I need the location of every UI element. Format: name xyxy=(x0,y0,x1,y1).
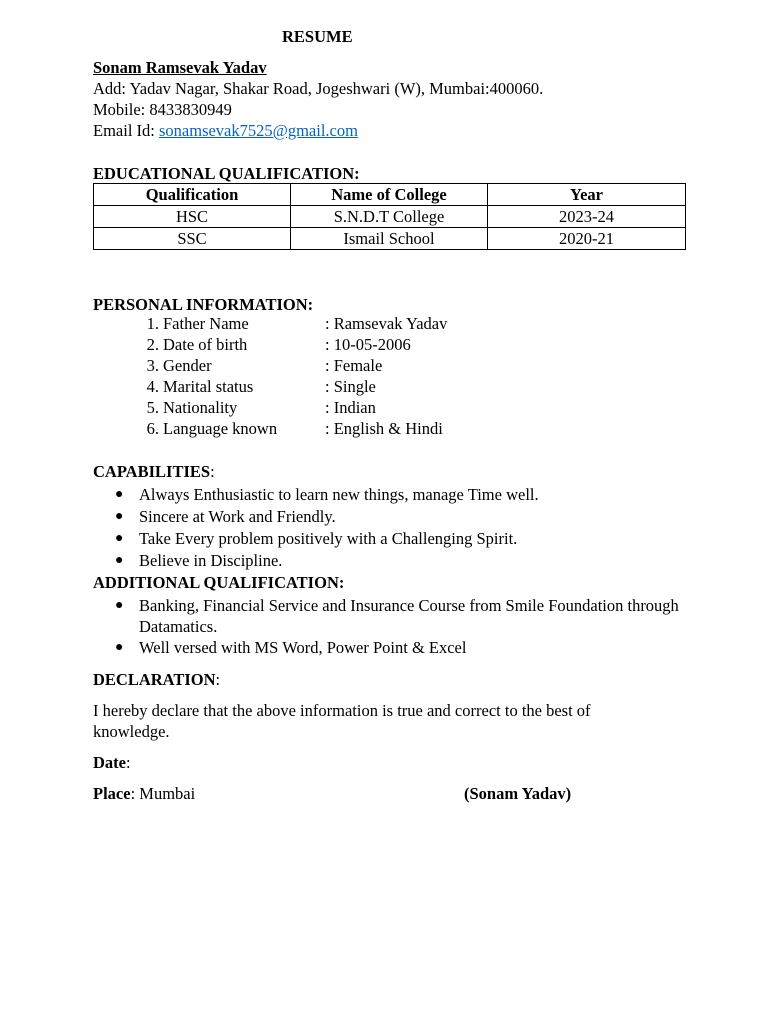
bullet-icon: ● xyxy=(115,531,124,546)
bullet-icon: ● xyxy=(115,640,124,655)
place-value: : Mumbai xyxy=(130,784,196,803)
list-item-text: Take Every problem positively with a Challenging Spirit. xyxy=(139,529,518,548)
declaration-heading-text: DECLARATION xyxy=(93,670,216,689)
table-header-cell: Year xyxy=(488,184,686,206)
table-cell: 2020-21 xyxy=(488,228,686,250)
list-item xyxy=(139,376,639,397)
list-number: 5. xyxy=(146,398,159,417)
education-table xyxy=(93,183,686,250)
field-label: Marital status xyxy=(163,377,254,396)
date-colon: : xyxy=(125,753,131,772)
heading-colon: : xyxy=(215,670,221,689)
field-label: Nationality xyxy=(163,398,238,417)
capabilities-heading xyxy=(93,461,215,482)
personal-heading: PERSONAL INFORMATION: xyxy=(93,295,314,314)
address-line: Add: Yadav Nagar, Shakar Road, Jogeshwari (W), Mumbai:400060. xyxy=(93,79,544,98)
date-label: Date xyxy=(93,753,126,772)
table-row xyxy=(94,206,686,228)
list-number: 3. xyxy=(146,356,159,375)
table-header-row xyxy=(94,184,686,206)
candidate-name: Sonam Ramsevak Yadav xyxy=(93,58,267,77)
email-label: Email Id: xyxy=(93,121,159,140)
list-item-text: Sincere at Work and Friendly. xyxy=(139,507,336,526)
bullet-icon: ● xyxy=(115,553,124,568)
list-item xyxy=(139,334,639,355)
field-value: : Ramsevak Yadav xyxy=(325,314,448,333)
education-heading: EDUCATIONAL QUALIFICATION: xyxy=(93,164,360,183)
bullet-icon: ● xyxy=(115,509,124,524)
table-cell: S.N.D.T College xyxy=(291,206,488,228)
field-label: Date of birth xyxy=(163,335,248,354)
bullet-icon: ● xyxy=(115,598,124,613)
list-number: 4. xyxy=(146,377,159,396)
table-cell: Ismail School xyxy=(291,228,488,250)
capabilities-heading-text: CAPABILITIES xyxy=(93,462,211,481)
table-header-cell: Qualification xyxy=(94,184,291,206)
list-item xyxy=(139,397,639,418)
place-line xyxy=(93,783,195,804)
table-cell: HSC xyxy=(94,206,291,228)
table-cell: SSC xyxy=(94,228,291,250)
signature-name: (Sonam Yadav) xyxy=(464,784,572,803)
declaration-text: I hereby declare that the above information is true and correct to the best of knowledge. xyxy=(93,701,591,741)
list-item xyxy=(139,313,639,334)
field-label: Gender xyxy=(163,356,212,375)
resume-title: RESUME xyxy=(282,27,353,46)
field-value: : Indian xyxy=(325,398,376,417)
field-label: Language known xyxy=(163,419,278,438)
table-cell: 2023-24 xyxy=(488,206,686,228)
field-value: : 10-05-2006 xyxy=(325,335,411,354)
field-label: Father Name xyxy=(163,314,249,333)
list-item-text: Believe in Discipline. xyxy=(139,551,283,570)
mobile-line: Mobile: 8433830949 xyxy=(93,100,232,119)
place-label: Place xyxy=(93,784,131,803)
list-item xyxy=(139,418,639,439)
table-row xyxy=(94,228,686,250)
date-line xyxy=(93,752,131,773)
list-item-text: Banking, Financial Service and Insurance Course from Smile Foundation through Datamatics. xyxy=(139,596,679,636)
field-value: : Single xyxy=(325,377,376,396)
list-item xyxy=(139,355,639,376)
field-value: : English & Hindi xyxy=(325,419,443,438)
additional-heading: ADDITIONAL QUALIFICATION: xyxy=(93,573,345,592)
list-number: 6. xyxy=(146,419,159,438)
table-header-cell: Name of College xyxy=(291,184,488,206)
heading-colon: : xyxy=(210,462,215,481)
list-number: 2. xyxy=(146,335,159,354)
email-link[interactable]: sonamsevak7525@gmail.com xyxy=(158,121,358,140)
list-number: 1. xyxy=(146,314,159,333)
field-value: : Female xyxy=(325,356,383,375)
list-item-text: Well versed with MS Word, Power Point & Excel xyxy=(139,638,467,657)
list-item-text: Always Enthusiastic to learn new things, manage Time well. xyxy=(139,485,539,504)
email-line xyxy=(93,120,358,141)
bullet-icon: ● xyxy=(115,487,124,502)
declaration-heading xyxy=(93,669,220,690)
